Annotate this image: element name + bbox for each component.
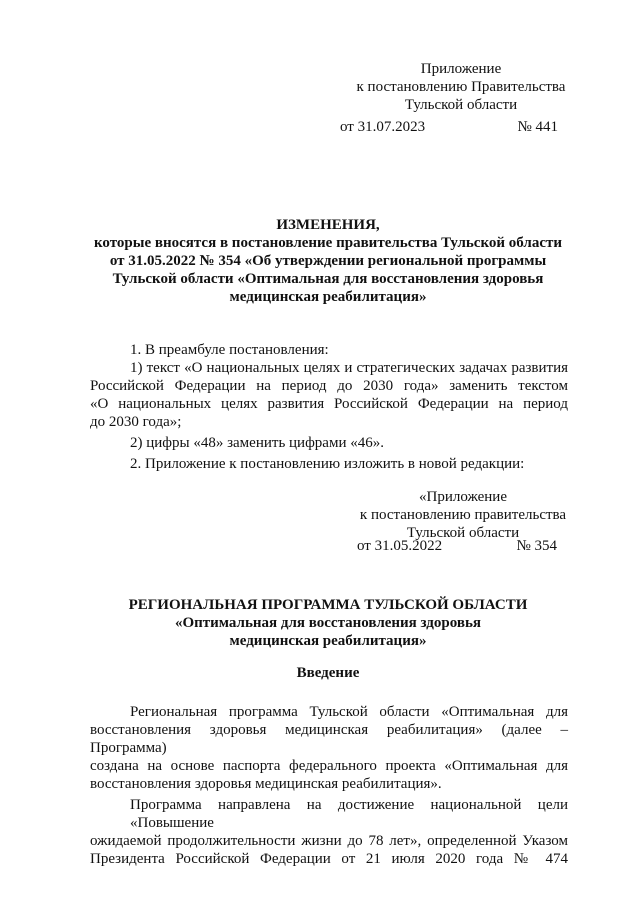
appendix-header: [350, 60, 572, 114]
changes-list: [90, 341, 568, 473]
program-heading: [88, 596, 568, 650]
intro-p2-line-3: Президента Российской Федерации от 21 июля 2020 года № 474: [90, 851, 568, 867]
item-2: 2. Приложение к постановлению изложить в новой редакции:: [130, 456, 525, 472]
program-title: РЕГИОНАЛЬНАЯ ПРОГРАММА ТУЛЬСКОЙ ОБЛАСТИ: [128, 597, 528, 613]
changes-title: ИЗМЕНЕНИЯ,: [276, 217, 380, 233]
changes-subtitle-line-4: медицинская реабилитация»: [229, 289, 427, 305]
appendix-line-3: Тульской области: [404, 97, 518, 113]
changes-subtitle-line-1: которые вносятся в постановление правительства Тульской области: [93, 235, 563, 251]
changes-subtitle-line-3: Тульской области «Оптимальная для восстановления здоровья: [112, 271, 544, 287]
appendix-quoted-date: от 31.05.2022: [357, 538, 443, 554]
item-1: 1. В преамбуле постановления:: [130, 342, 329, 358]
appendix-quoted-line-2: к постановлению правительства: [359, 507, 567, 523]
item-1-1-line-2: Российской Федерации на период до 2030 года» заменить текстом: [90, 378, 568, 394]
intro-p1-line-4: восстановления здоровья медицинская реабилитация».: [90, 776, 442, 792]
appendix-quoted-header: [352, 488, 574, 542]
program-subtitle-line-2: медицинская реабилитация»: [229, 633, 427, 649]
item-1-2: 2) цифры «48» заменить цифрами «46».: [130, 435, 384, 451]
appendix-quoted-number: № 354: [516, 538, 557, 554]
intro-p2-line-2: ожидаемой продолжительности жизни до 78 лет», определенной Указом: [90, 833, 568, 849]
changes-heading: [88, 216, 568, 306]
intro-p1-line-3: создана на основе паспорта федерального проекта «Оптимальная для: [90, 758, 568, 774]
appendix-quoted-date-number: [357, 537, 557, 555]
changes-subtitle-line-2: от 31.05.2022 № 354 «Об утверждении региональной программы: [109, 253, 547, 269]
item-1-1-line-4: до 2030 года»;: [90, 414, 182, 430]
appendix-line-1: Приложение: [420, 61, 502, 77]
item-1-1-line-1: 1) текст «О национальных целях и стратегических задачах развития: [130, 360, 568, 376]
item-1-1-line-3: «О национальных целях развития Российской Федерации на период: [90, 396, 568, 412]
intro-p1-line-2: восстановления здоровья медицинская реабилитация» (далее – Программа): [90, 722, 568, 756]
intro-body: [90, 703, 568, 868]
intro-p1-line-1: Региональная программа Тульской области «Оптимальная для: [130, 704, 568, 720]
intro-p2-line-1: Программа направлена на достижение национальной цели «Повышение: [130, 797, 568, 831]
appendix-date-number: [340, 118, 558, 136]
appendix-number: № 441: [517, 119, 558, 135]
program-subtitle-line-1: «Оптимальная для восстановления здоровья: [174, 615, 481, 631]
appendix-date: от 31.07.2023: [340, 119, 426, 135]
appendix-line-2: к постановлению Правительства: [356, 79, 566, 95]
appendix-quoted-line-3: Тульской области: [406, 525, 520, 541]
appendix-quoted-line-1: «Приложение: [418, 489, 507, 505]
intro-heading: Введение: [296, 665, 360, 681]
